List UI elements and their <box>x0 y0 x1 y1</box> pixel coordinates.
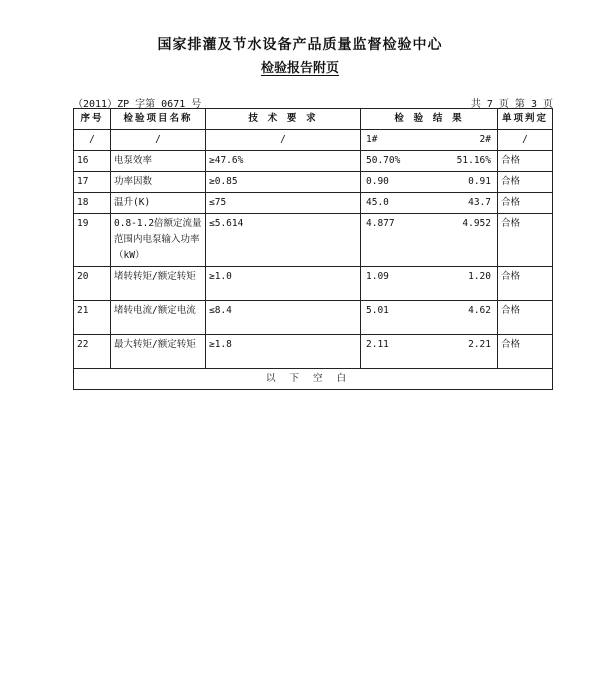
cell-requirement: / <box>206 130 361 151</box>
cell-verdict: / <box>498 130 553 151</box>
blank-below-text: 以下空白 <box>74 369 553 390</box>
cell-result <box>361 335 498 369</box>
result-sample-1: 50.70% <box>366 155 401 166</box>
result-sample-1: 2.11 <box>366 339 389 350</box>
center-title: 国家排灌及节水设备产品质量监督检验中心 <box>157 37 443 53</box>
cell-verdict: 合格 <box>498 172 553 193</box>
subtitle-text: 检验报告附页 <box>260 61 339 76</box>
cell-requirement: ≤8.4 <box>206 301 361 335</box>
result-sample-2: 1.20 <box>468 271 491 282</box>
cell-item: 功率因数 <box>111 172 206 193</box>
report-meta <box>73 95 553 109</box>
slash-row <box>74 130 553 151</box>
result-sample-2: 51.16% <box>456 155 491 166</box>
cell-no: 20 <box>74 267 111 301</box>
table-row <box>74 335 553 369</box>
cell-no: / <box>74 130 111 151</box>
result-sample-2: 2# <box>479 134 491 145</box>
cell-verdict: 合格 <box>498 214 553 267</box>
cell-result <box>361 267 498 301</box>
report-number: （2011）ZP 字第 0671 号 <box>73 99 202 110</box>
cell-no: 21 <box>74 301 111 335</box>
cell-item: 最大转矩/额定转矩 <box>111 335 206 369</box>
result-sample-1: 45.0 <box>366 197 389 208</box>
page-count: 共 7 页 第 3 页 <box>470 99 553 110</box>
result-sample-1: 5.01 <box>366 305 389 316</box>
cell-requirement: ≥0.85 <box>206 172 361 193</box>
cell-item: / <box>111 130 206 151</box>
cell-requirement: ≥1.8 <box>206 335 361 369</box>
page-subtitle <box>0 57 600 76</box>
cell-result <box>361 193 498 214</box>
cell-item: 堵转转矩/额定转矩 <box>111 267 206 301</box>
result-sample-1: 1.09 <box>366 271 389 282</box>
cell-verdict: 合格 <box>498 335 553 369</box>
header-verdict: 单项判定 <box>498 109 553 130</box>
cell-requirement: ≥47.6% <box>206 151 361 172</box>
result-sample-2: 43.7 <box>468 197 491 208</box>
cell-item: 堵转电流/额定电流 <box>111 301 206 335</box>
cell-result <box>361 130 498 151</box>
header-requirement: 技 术 要 求 <box>206 109 361 130</box>
table-row <box>74 151 553 172</box>
table-row <box>74 193 553 214</box>
result-sample-1: 0.90 <box>366 176 389 187</box>
cell-result <box>361 172 498 193</box>
cell-requirement: ≤5.614 <box>206 214 361 267</box>
cell-no: 16 <box>74 151 111 172</box>
cell-item: 温升(K) <box>111 193 206 214</box>
result-sample-2: 0.91 <box>468 176 491 187</box>
result-sample-2: 4.62 <box>468 305 491 316</box>
cell-item: 0.8-1.2倍额定流量范围内电泵输入功率（kW） <box>111 214 206 267</box>
header-item: 检验项目名称 <box>111 109 206 130</box>
table-row <box>74 172 553 193</box>
result-sample-1: 1# <box>366 134 378 145</box>
blank-below-row <box>74 369 553 390</box>
cell-result <box>361 151 498 172</box>
header-result: 检 验 结 果 <box>361 109 498 130</box>
result-sample-1: 4.877 <box>366 218 395 229</box>
table-row <box>74 267 553 301</box>
cell-no: 22 <box>74 335 111 369</box>
cell-verdict: 合格 <box>498 267 553 301</box>
cell-requirement: ≤75 <box>206 193 361 214</box>
cell-no: 19 <box>74 214 111 267</box>
cell-result <box>361 214 498 267</box>
cell-verdict: 合格 <box>498 151 553 172</box>
inspection-results-table <box>73 108 553 390</box>
header-no: 序号 <box>74 109 111 130</box>
result-sample-2: 2.21 <box>468 339 491 350</box>
table-header-row <box>74 109 553 130</box>
cell-no: 18 <box>74 193 111 214</box>
cell-verdict: 合格 <box>498 301 553 335</box>
cell-verdict: 合格 <box>498 193 553 214</box>
cell-requirement: ≥1.0 <box>206 267 361 301</box>
table-row <box>74 214 553 267</box>
cell-item: 电泵效率 <box>111 151 206 172</box>
table-row <box>74 301 553 335</box>
cell-no: 17 <box>74 172 111 193</box>
cell-result <box>361 301 498 335</box>
result-sample-2: 4.952 <box>462 218 491 229</box>
